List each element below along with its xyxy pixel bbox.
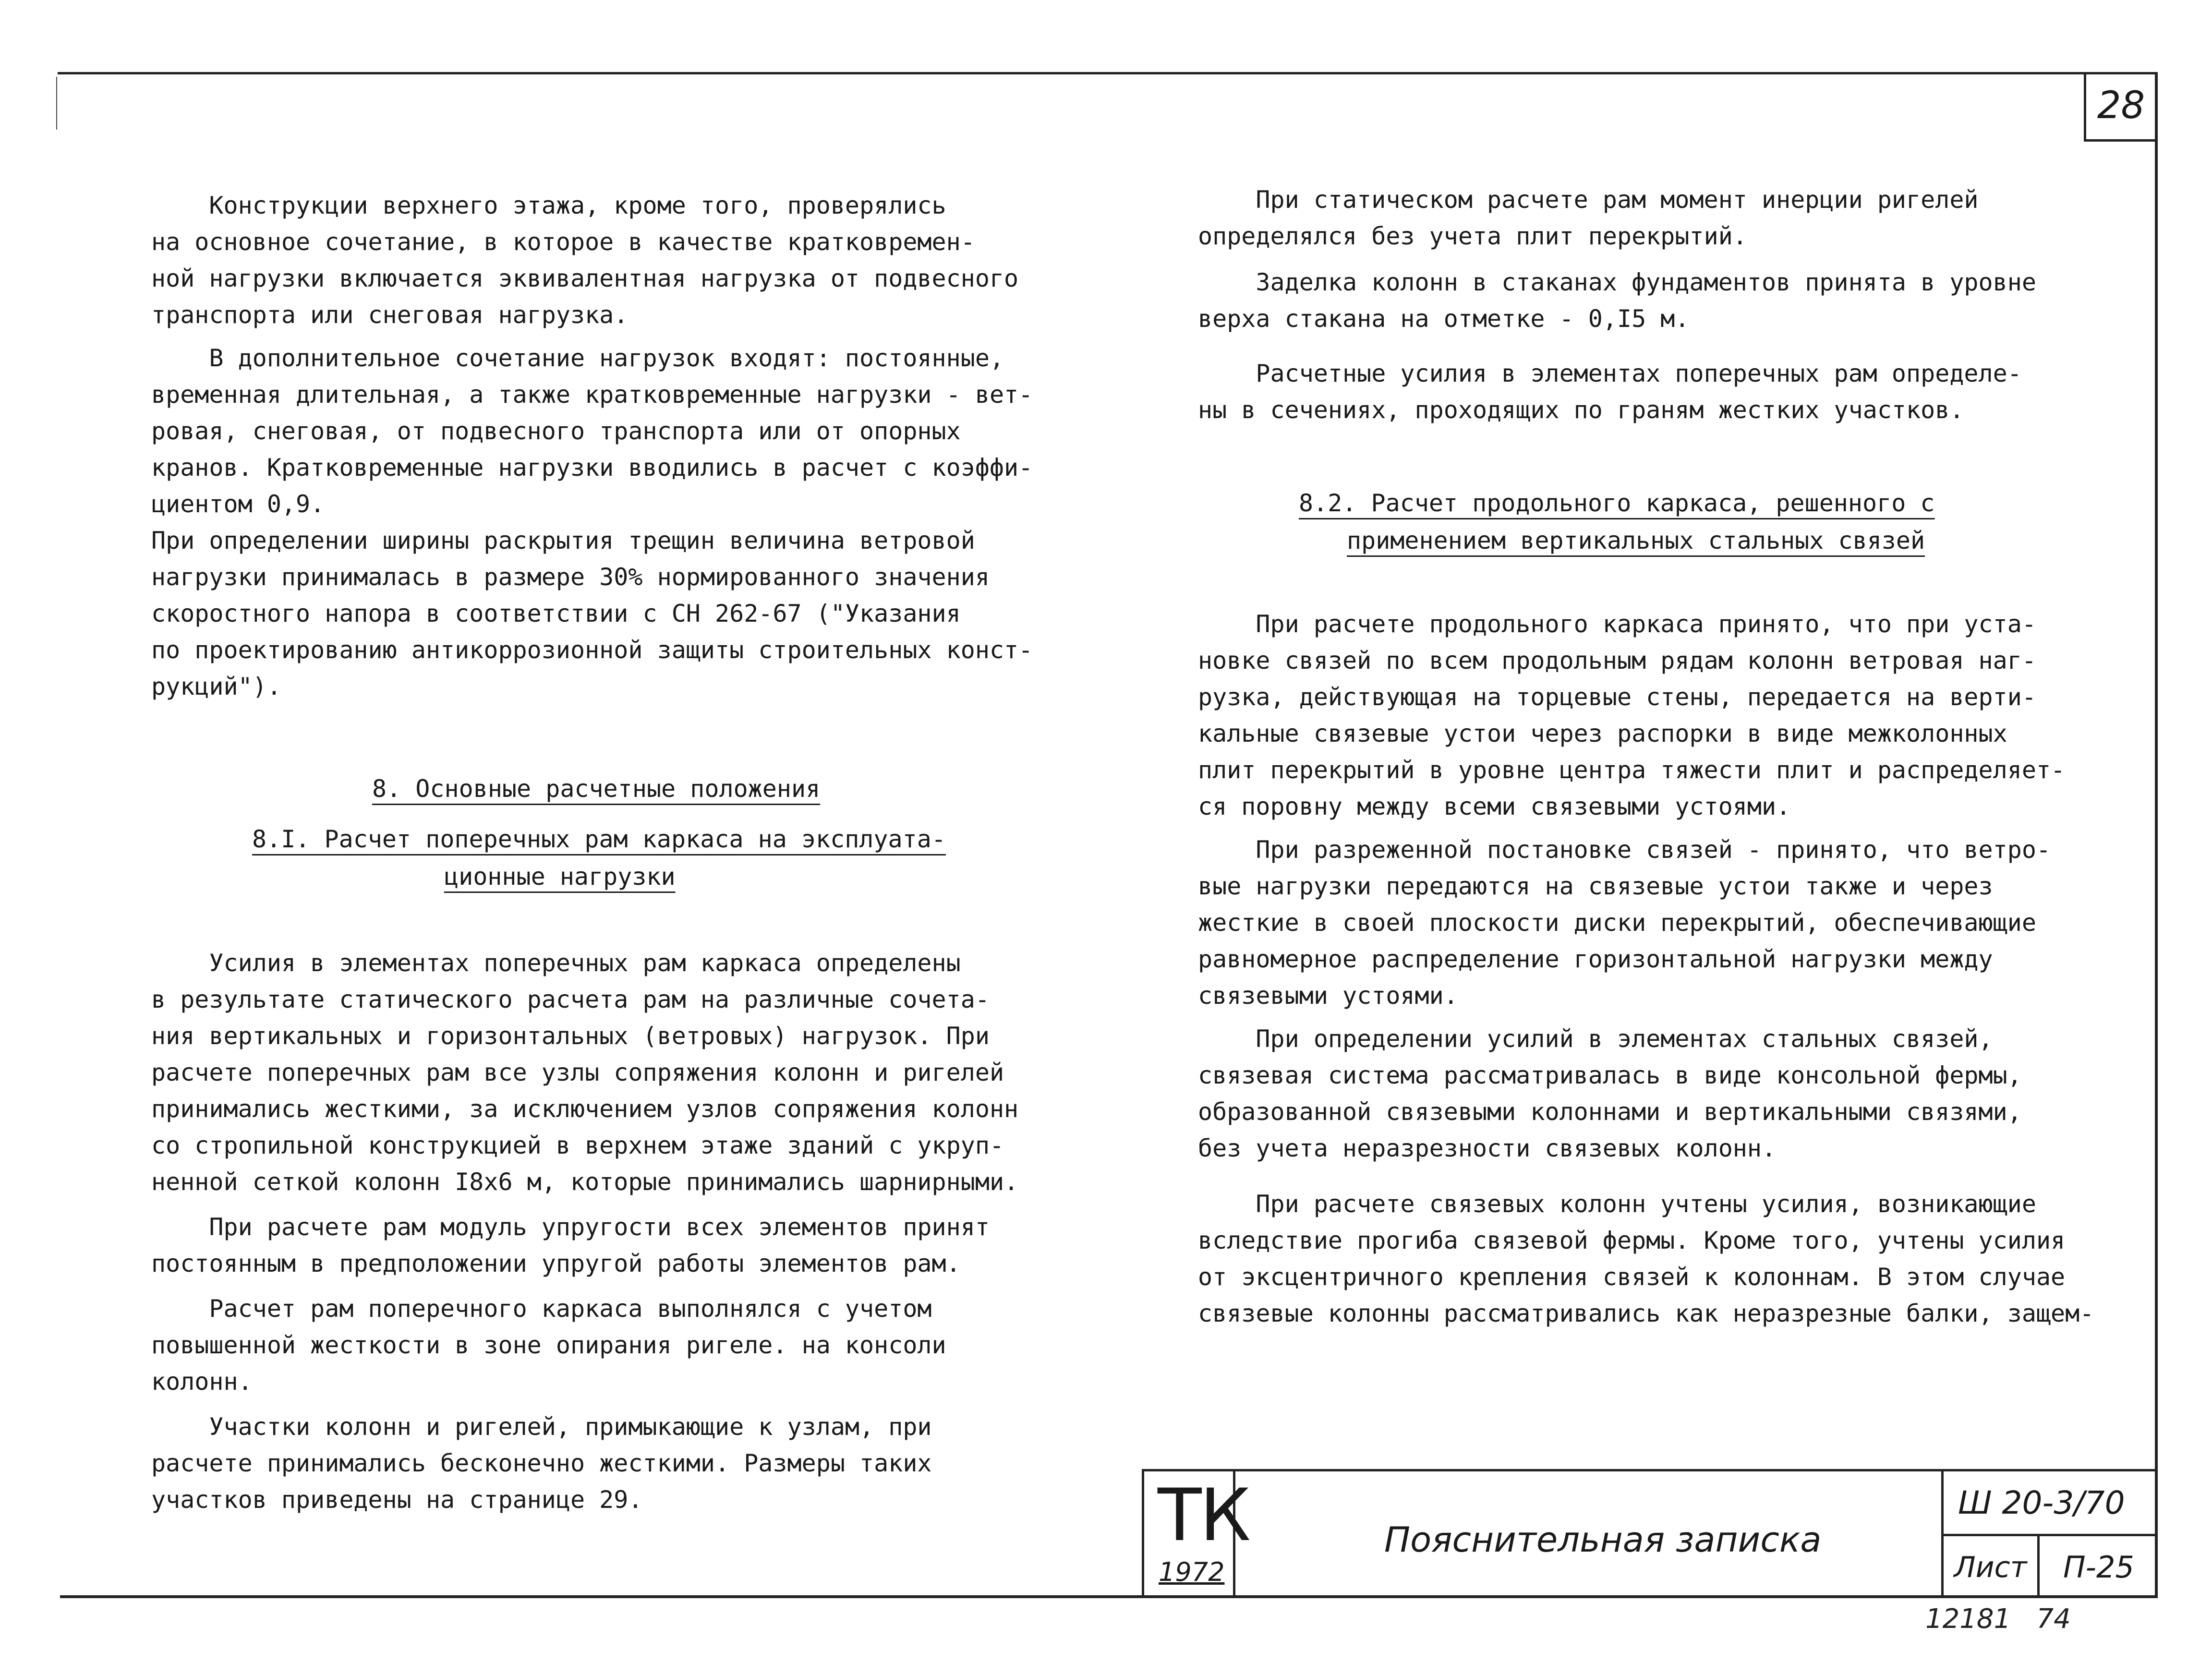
text-line: расчете принимались бесконечно жесткими. Размеры таких bbox=[151, 1449, 932, 1477]
text-line: циентом 0,9. bbox=[151, 490, 325, 518]
archive-number: 12181 74 bbox=[1925, 1603, 2071, 1635]
text-line: транспорта или снеговая нагрузка. bbox=[151, 301, 629, 329]
document-title: Пояснительная записка bbox=[1384, 1519, 1822, 1560]
text-line: образованной связевыми колоннами и вертикальными связями, bbox=[1198, 1098, 2022, 1126]
section-heading-8-2-cont: применением вертикальных стальных связей bbox=[1347, 527, 1925, 554]
text-line: вследствие прогиба связевой фермы. Кроме того, учтены усилия bbox=[1198, 1227, 2066, 1254]
text-line: Усилия в элементах поперечных рам каркаса определены bbox=[151, 949, 961, 977]
text-line: жесткие в своей плоскости диски перекрытий, обеспечивающие bbox=[1198, 909, 2036, 937]
text-line: ся поровну между всеми связевыми устоями. bbox=[1198, 793, 1791, 820]
section-heading-8-1-cont: ционные нагрузки bbox=[444, 863, 676, 891]
text-line: связевыми устоями. bbox=[1198, 982, 1458, 1010]
text-line: ровая, снеговая, от подвесного транспорта или от опорных bbox=[151, 417, 961, 445]
text-line: В дополнительное сочетание нагрузок входят: постоянные, bbox=[151, 344, 1004, 372]
page-number: 28 bbox=[2084, 72, 2156, 142]
text-line: равномерное распределение горизонтальной нагрузки между bbox=[1198, 945, 1993, 973]
text-line: скоростного напора в соответствии с СН 262-67 ("Указания bbox=[151, 600, 961, 627]
text-line: ненной сеткой колонн I8x6 м, которые принимались шарнирными. bbox=[151, 1168, 1019, 1196]
text-line: ны в сечениях, проходящих по граням жестких участков. bbox=[1198, 396, 1964, 424]
text-line: верха стакана на отметке - 0,I5 м. bbox=[1198, 305, 1690, 333]
section-heading-8-2: 8.2. Расчет продольного каркаса, решенного с bbox=[1299, 489, 1935, 517]
text-line: При определении усилий в элементах стальных связей, bbox=[1198, 1025, 1993, 1053]
text-line: по проектированию антикоррозионной защиты строительных конст- bbox=[151, 636, 1033, 664]
sheet-label: Лист bbox=[1944, 1536, 2040, 1598]
text-line: нагрузки принималась в размере 30% нормированного значения bbox=[151, 563, 990, 591]
right-paragraph-1 bbox=[1198, 181, 2036, 254]
text-line: Расчетные усилия в элементах поперечных рам определе- bbox=[1198, 360, 2022, 387]
text-line: определялся без учета плит перекрытий. bbox=[1198, 222, 1747, 250]
text-line: связевая система рассматривалась в виде консольной фермы, bbox=[1198, 1061, 2022, 1089]
text-line: вые нагрузки передаются на связевые устои также и через bbox=[1198, 872, 1993, 900]
text-line: При расчете рам модуль упругости всех элементов принят bbox=[151, 1213, 990, 1241]
text-line: со стропильной конструкцией в верхнем этаже зданий с укруп- bbox=[151, 1132, 1004, 1159]
frame-right-border bbox=[2155, 72, 2158, 1598]
tk-logo bbox=[1144, 1471, 1249, 1598]
text-line: повышенной жесткости в зоне опирания ригеле. на консоли bbox=[151, 1331, 946, 1359]
right-paragraph-3 bbox=[1198, 355, 2036, 428]
text-line: без учета неразрезности связевых колонн. bbox=[1198, 1134, 1777, 1162]
left-paragraph-2 bbox=[151, 340, 1033, 705]
text-line: связевые колонны рассматривались как неразрезные балки, защем- bbox=[1198, 1300, 2094, 1327]
text-line: Конструкции верхнего этажа, кроме того, проверялись bbox=[151, 192, 946, 219]
text-line: новке связей по всем продольным рядам колонн ветровая наг- bbox=[1198, 647, 2036, 674]
text-line: от эксцентричного крепления связей к колоннам. В этом случае bbox=[1198, 1263, 2066, 1291]
sheet-number: П-25 bbox=[2063, 1550, 2134, 1585]
text-line: кальные связевые устои через распорки в виде межколонных bbox=[1198, 720, 2007, 747]
text-line: рукций"). bbox=[151, 673, 281, 700]
text-line: При расчете связевых колонн учтены усилия, возникающие bbox=[1198, 1190, 2036, 1218]
right-paragraph-7 bbox=[1198, 1186, 2094, 1332]
left-paragraph-4 bbox=[151, 1209, 1018, 1282]
text-line: расчете поперечных рам все узлы сопряжения колонн и ригелей bbox=[151, 1059, 1004, 1086]
text-line: ной нагрузки включается эквивалентная нагрузка от подвесного bbox=[151, 265, 1019, 292]
left-column-lower bbox=[151, 945, 1018, 1518]
text-line: на основное сочетание, в которое в качестве кратковремен- bbox=[151, 228, 975, 256]
text-line: участков приведены на странице 29. bbox=[151, 1486, 643, 1514]
text-line: При расчете продольного каркаса принято, что при уста- bbox=[1198, 610, 2036, 638]
right-paragraph-5 bbox=[1198, 831, 2094, 1014]
text-line: временная длительная, а также кратковременные нагрузки - вет- bbox=[151, 381, 1033, 409]
section-heading-8-1: 8.I. Расчет поперечных рам каркаса на эксплуата- bbox=[252, 825, 946, 853]
left-column bbox=[151, 187, 1033, 705]
right-column-lower bbox=[1198, 606, 2094, 1332]
tk-year: 1972 bbox=[1159, 1557, 1225, 1587]
text-line: Расчет рам поперечного каркаса выполнялся с учетом bbox=[151, 1295, 932, 1323]
text-line: Заделка колонн в стаканах фундаментов принята в уровне bbox=[1198, 268, 2036, 296]
document-code: Ш 20-3/70 bbox=[1944, 1471, 2158, 1536]
text-line: постоянным в предположении упругой работы элементов рам. bbox=[151, 1250, 961, 1277]
text-line: плит перекрытий в уровне центра тяжести плит и распределяет- bbox=[1198, 756, 2066, 784]
text-line: в результате статического расчета рам на различные сочета- bbox=[151, 986, 990, 1013]
left-paragraph-3 bbox=[151, 945, 1018, 1200]
left-paragraph-6 bbox=[151, 1409, 1018, 1518]
text-line: Участки колонн и ригелей, примыкающие к узлам, при bbox=[151, 1413, 932, 1441]
text-line: При разреженной постановке связей - принято, что ветро- bbox=[1198, 836, 2051, 864]
document-code-box bbox=[1941, 1471, 2158, 1598]
tk-mark: ТК bbox=[1158, 1474, 1249, 1557]
text-line: принимались жесткими, за исключением узлов сопряжения колонн bbox=[151, 1095, 1019, 1123]
text-line: При определении ширины раскрытия трещин величина ветровой bbox=[151, 527, 975, 554]
text-line: рузка, действующая на торцевые стены, передается на верти- bbox=[1198, 683, 2036, 711]
text-line: При статическом расчете рам момент инерции ригелей bbox=[1198, 186, 1979, 214]
left-paragraph-1 bbox=[151, 187, 1033, 333]
title-block bbox=[1142, 1469, 2158, 1598]
frame-top-border bbox=[58, 72, 2156, 74]
text-line: колонн. bbox=[151, 1368, 253, 1396]
margin-mark bbox=[56, 77, 57, 130]
right-paragraph-6 bbox=[1198, 1021, 2094, 1167]
right-column bbox=[1198, 181, 2036, 428]
right-paragraph-4 bbox=[1198, 606, 2094, 825]
left-paragraph-5 bbox=[151, 1290, 1018, 1400]
text-line: ния вертикальных и горизонтальных (ветровых) нагрузок. При bbox=[151, 1022, 990, 1050]
right-paragraph-2 bbox=[1198, 264, 2036, 337]
section-heading-8: 8. Основные расчетные положения bbox=[372, 775, 821, 803]
text-line: кранов. Кратковременные нагрузки вводились в расчет с коэффи- bbox=[151, 454, 1033, 482]
